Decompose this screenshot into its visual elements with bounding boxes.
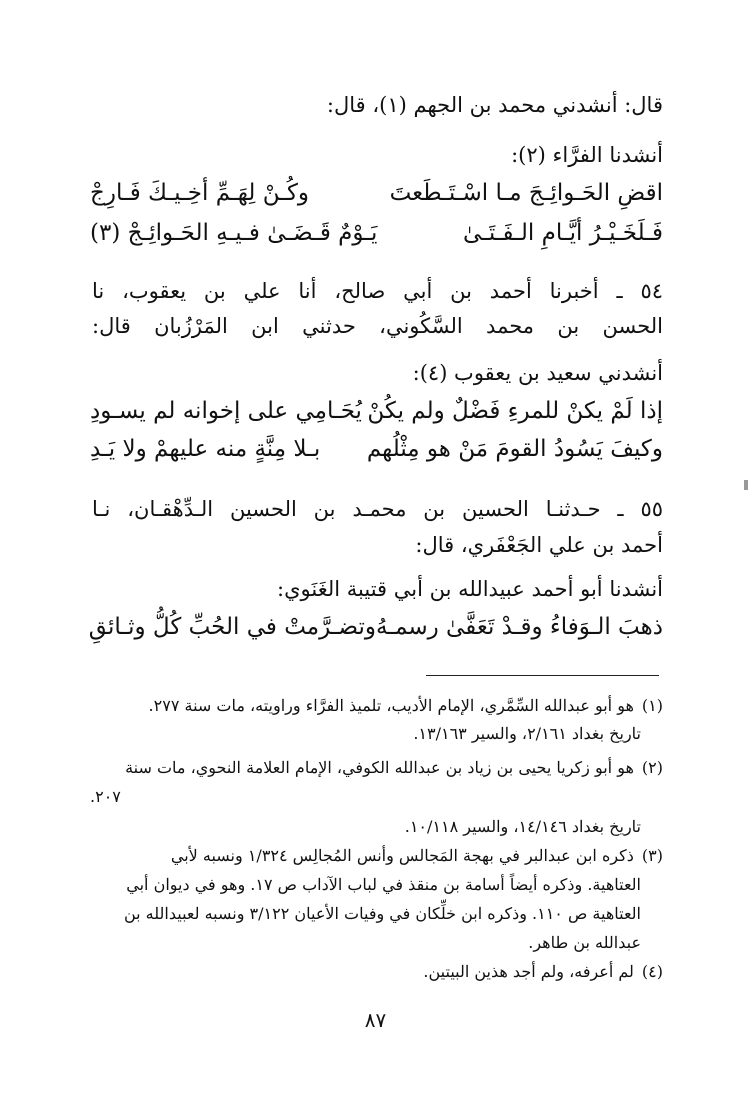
footnote-1 <box>90 693 663 719</box>
poem-1-verse-1 <box>90 176 663 210</box>
footnote-number: (١) <box>641 696 663 715</box>
scan-mark <box>744 480 748 490</box>
footnote-1-continuation: تاريخ بغداد ٢/١٦١، والسير ١٣/١٦٣. <box>413 724 641 743</box>
item-55-line-1: ٥٥ ـ حـدثنـا الحسين بن محمـد بن الحسين الـدِّهْقـان، نـا <box>92 497 663 521</box>
item-54-line-2: الحسن بن محمد السَّكُوني، حدثني ابن المَرْزُبان قال: <box>92 314 663 338</box>
verse-first-hemistich: ذهبَ الـوَفاءُ وقـدْ تَعَفَّىٰ رسمـهُ <box>376 614 663 640</box>
footnote-2 <box>90 755 663 781</box>
footnote-text: هو أبو زكريا يحيى بن زياد بن عبدالله الكوفي، الإمام العلامة النحوي، مات سنة <box>125 758 634 777</box>
footnote-text: لم أعرفه، ولم أجد هذين البيتين. <box>423 962 634 981</box>
footnote-divider <box>426 675 659 676</box>
footnote-text: ذكره ابن عبدالبر في بهجة المَجالس وأنس المُجالِس ١/٣٢٤ ونسبه لأبي <box>170 846 634 865</box>
footnote-2-continuation: تاريخ بغداد ١٤/١٤٦، والسير ١٠/١١٨. <box>404 817 641 836</box>
verse-first-hemistich: اقضِ الحَـوائِـجَ مـا اسْـتَـطَعتَ <box>389 180 663 206</box>
verse-first-hemistich: فَـلَخَـيْـرُ أيَّـامِ الـفَـتَـىٰ <box>462 220 663 246</box>
footnote-text: هو أبو عبدالله السِّمَّري، الإمام الأديب، تلميذ الفرَّاء وراويته، مات سنة ٢٧٧. <box>148 696 634 715</box>
verse-second-hemistich: وكُـنْ لِهَـمِّ أخِـيـكَ فَـارِجْ <box>90 180 309 206</box>
footnote-2-year: ٢٠٧. <box>90 787 121 806</box>
footnote-3 <box>90 843 663 869</box>
poem-1-verse-2 <box>90 216 663 250</box>
verse-first-hemistich: وكيفَ يَسُودُ القومَ مَنْ هو مِثْلُهم <box>366 436 663 462</box>
footnote-number: (٣) <box>641 846 663 865</box>
verse-second-hemistich: وتضـرَّمتْ في الحُبِّ كُلُّ وثـائقِ <box>88 614 376 640</box>
footnote-4 <box>90 959 663 985</box>
footnote-number: (٢) <box>641 758 663 777</box>
verse-second-hemistich: يُحَـامِي على إخوانه لم يسـودِ <box>90 398 362 424</box>
footnote-3-continuation-3: عبدالله بن طاهر. <box>528 933 641 952</box>
recitation-line-1: أنشدنا الفرَّاء (٢): <box>511 143 663 167</box>
poem-2-verse-1 <box>90 394 663 428</box>
recitation-line-3: أنشدنا أبو أحمد عبيدالله بن أبي قتيبة الغَنَوي: <box>277 577 663 601</box>
verse-first-hemistich: إذا لَمْ يكنْ للمرءِ فَضْلٌ ولم يكُنْ <box>367 398 663 424</box>
intro-line: قال: أنشدني محمد بن الجهم (١)، قال: <box>326 93 663 117</box>
recitation-line-2: أنشدني سعيد بن يعقوب (٤): <box>412 361 663 385</box>
verse-second-hemistich: يَـوْمٌ قَـضَـىٰ فـيـهِ الحَـوائِـجْ (٣) <box>90 220 378 246</box>
item-54-line-1: ٥٤ ـ أخبرنا أحمد بن أبي صالح، أنا علي بن يعقوب، نا <box>92 279 663 303</box>
verse-second-hemistich: بـلا مِنَّةٍ منه عليهمْ ولا يَـدِ <box>90 436 321 462</box>
item-55-line-2: أحمد بن علي الجَعْفَري، قال: <box>415 533 663 557</box>
footnote-3-continuation-2: العتاهية ص ١١٠. وذكره ابن خلِّكان في وفيات الأعيان ٣/١٢٢ ونسبه لعبيدالله بن <box>123 904 641 923</box>
page-number: ٨٧ <box>364 1008 387 1032</box>
footnote-number: (٤) <box>641 962 663 981</box>
poem-3-verse-1 <box>90 610 663 644</box>
poem-2-verse-2 <box>90 432 663 466</box>
footnote-3-continuation-1: العتاهية. وذكره أيضاً أسامة بن منقذ في لباب الآداب ص ١٧. وهو في ديوان أبي <box>126 875 641 894</box>
